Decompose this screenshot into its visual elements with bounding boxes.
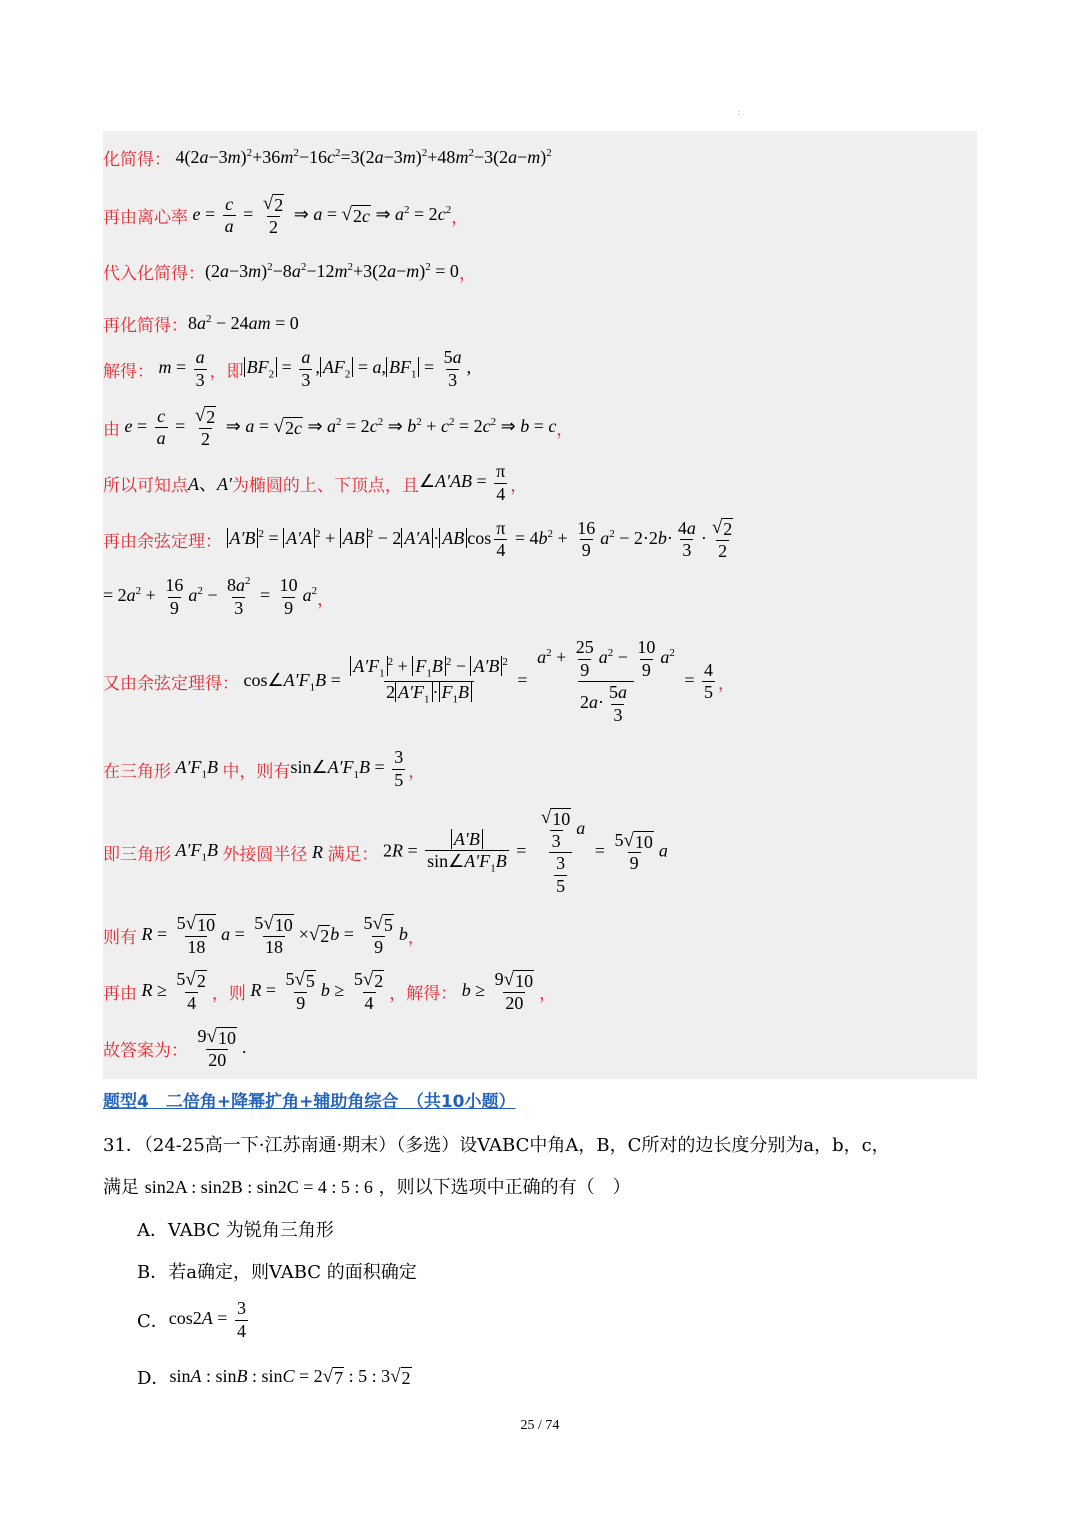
option-d[interactable]: D． sinA : sinB : sinC = 2 √ 7 : 5 : 3 √ 2 [137, 1365, 411, 1389]
option-a[interactable]: A．VABC 为锐角三角形 [137, 1220, 334, 1241]
step-label: 所以可知点 [103, 475, 188, 496]
solution-line-14: 再由 R ≥ 5 √ 2 4 ，则 R = 5 √ 5 9 b ≥ 5 √ 2 4 ，解得： b ≥ 9 √ 10 20 ， [103, 969, 557, 1013]
step-label: 代入化简得： [103, 264, 205, 284]
step-label: 又由余弦定理得： [103, 674, 239, 695]
formula: $\sin\angle A'F_1B$ = $\frac{3}{5}$ [290, 747, 404, 790]
solution-line-13: 则有 R = 5 √ 10 18 a = 5 √ 10 18 × √ 2 b = 5 √ 5 9 b ， [103, 913, 425, 957]
step-label: 再由 [103, 984, 137, 1005]
answer-formula: 9 √ 10 20 . [197, 1026, 247, 1070]
option-b[interactable]: B．若a确定，则VABC 的面积确定 [137, 1262, 417, 1283]
solution-line-8 [103, 517, 738, 562]
solution-line-5: 解得： m = $\frac{a}{3}$ ，即 $BF_2$ = $\frac{a}{3}$ , $AF_2 = a$, $BF_1$ = $\frac{5a}{3}$ , [103, 347, 472, 390]
solution-line-11: 在三角形 $A'F_1B$ 中，则有 $\sin\angle A'F_1B$ = $\frac{3}{5}$ ， [103, 747, 426, 790]
solution-line-7: 所以可知点 A、A′ 为椭圆的上、下顶点，且 ∠A′AB = $\frac{\pi}{4}$ ， [103, 461, 528, 504]
formula: A′B $^2$ = A′A $^2$ + AB $^2$ − 2 A′A · AB cos $\frac{\pi}{4}$ = $4b^2$ + $\frac{16}{9}$ $a^2 - 2\cdot 2b\cdot$ $\frac{4a}{3}$ · √ 2 2 [222, 517, 738, 562]
formula: ∠A′AB = $\frac{\pi}{4}$ [418, 461, 506, 504]
step-label: 再由离心率 [103, 208, 188, 229]
formula: $8a^2 - 24am = 0$ [188, 313, 299, 333]
option-c[interactable]: C． cos2A = $\frac{3}{4}$ [137, 1298, 246, 1341]
formula: 2R = $\frac{A'B}{\sin\angle A'F_1B}$ = √ 10 3 a $\frac{3}{5}$ = 5 √ 10 9 a [378, 807, 668, 896]
solution-line-2: 再由离心率 e = $\frac{c}{a}$ = √ 2 2 ⇒ a = √ 2c ⇒ $a^2 = 2c^2$ ， [103, 193, 469, 237]
solution-line-1 [103, 145, 552, 170]
step-label: 再化简得： [103, 316, 188, 336]
solution-line-4 [103, 311, 299, 336]
formula: = $2a^2$ + $\frac{16}{9}$ $a^2$ − $\frac{8a^2}{3}$ = $\frac{10}{9}$ $a^2$ [103, 575, 318, 618]
formula: $BF_2$ = $\frac{a}{3}$ , $AF_2 = a$, $BF_1$ = $\frac{5a}{3}$ , [244, 347, 471, 391]
solution-line-3: 代入化简得： $(2a-3m)^2-8a^2-12m^2+3(2a-m)^2 = 0$ ， [103, 261, 476, 284]
solution-line-15 [103, 1026, 246, 1071]
step-text: ，解得： [389, 984, 458, 1005]
formula: e = $\frac{c}{a}$ = √ 2 2 ⇒ a = √ 2c ⇒ $a^2 = 2c^2$ [192, 193, 452, 237]
step-label: 由 [103, 420, 120, 441]
formula: b ≥ 9 √ 10 20 [461, 969, 534, 1013]
solution-block [103, 131, 977, 1079]
question-text-line-2: 满足 sin2A : sin2B : sin2C = 4 : 5 : 6 ，则以下选项中正确的有（ ） [103, 1177, 631, 1198]
question-condition: sin2A : sin2B : sin2C = 4 : 5 : 6 [144, 1177, 373, 1197]
step-text: ，则 [211, 984, 246, 1005]
step-label: 在三角形 [103, 761, 171, 782]
step-label: 解得： [103, 361, 154, 382]
solution-line-6: 由 e = $\frac{c}{a}$ = √ 2 2 ⇒ a = √ 2c ⇒ $a^2 = 2c^2$ ⇒ $b^2 + c^2 = 2c^2$ ⇒ b = c ， [103, 405, 574, 449]
step-label: 故答案为： [103, 1041, 188, 1062]
step-text: ，即 [209, 361, 244, 382]
formula: $\cos\angle A'F_1B$ = $\frac{A'F_1^2 + F_1B ^2 - A'B ^2}{2 A'F_1 \cdot F_1B}$ = $a^2$ + $\frac{25}{9}$ $a^2$ − $\frac{10}{9}$ $a^2$ 2a· $\frac{5a}{3}$ = $\frac{4}{5}$ [239, 637, 714, 725]
step-label: 再由余弦定理： [103, 532, 222, 553]
step-label: 化简得： [103, 150, 171, 170]
solution-line-12: 即三角形 $A'F_1B$ 外接圆半径 R 满足： 2R = $\frac{A'B}{\sin\angle A'F_1B}$ = √ 10 3 a $\frac{3}{5}$ = 5 √ 10 9 a [103, 807, 668, 896]
formula: $(2a-3m)^2-8a^2-12m^2+3(2a-m)^2 = 0$ [205, 261, 459, 281]
step-text: 满足： [327, 844, 379, 865]
step-label: 即三角形 [103, 844, 171, 865]
page-number: 25 / 74 [520, 1418, 560, 1433]
formula: R = 5 √ 10 18 a = 5 √ 10 18 × √ 2 b = 5 √ 5 9 b [141, 913, 408, 957]
solution-line-9: = $2a^2$ + $\frac{16}{9}$ $a^2$ − $\frac{8a^2}{3}$ = $\frac{10}{9}$ $a^2$ ， [103, 575, 335, 618]
formula: $4(2a-3m)^2+36m^2-16c^2=3(2a-3m)^2+48m^2-3(2a-m)^2$ [171, 147, 552, 167]
header-mark: : [738, 108, 741, 117]
step-label: 则有 [103, 928, 137, 949]
step-text: 为椭圆的上、下顶点，且 [231, 475, 419, 496]
step-text: 外接圆半径 [222, 844, 308, 865]
step-text: 中，则有 [222, 761, 291, 782]
question-text-line-1: 31．（24-25高一下·江苏南通·期末）（多选）设VABC中角A，B，C所对的边长度分别为a，b，c， [103, 1135, 890, 1156]
section-title: 题型4 二倍角+降幂扩角+辅助角综合 （共10小题） [103, 1092, 516, 1112]
solution-line-10: 又由余弦定理得： $\cos\angle A'F_1B$ = $\frac{A'F_1^2 + F_1B ^2 - A'B ^2}{2 A'F_1 \cdot F_1B}$ = $a^2$ + $\frac{25}{9}$ $a^2$ − $\frac{10}{9}$ $a^2$ 2a· $\frac{5a}{3}$ = $\frac{4}{5}$ ， [103, 637, 736, 725]
formula: e = $\frac{c}{a}$ = √ 2 2 ⇒ a = √ 2c ⇒ $a^2 = 2c^2$ ⇒ $b^2 + c^2 = 2c^2$ ⇒ b = c [124, 405, 557, 449]
